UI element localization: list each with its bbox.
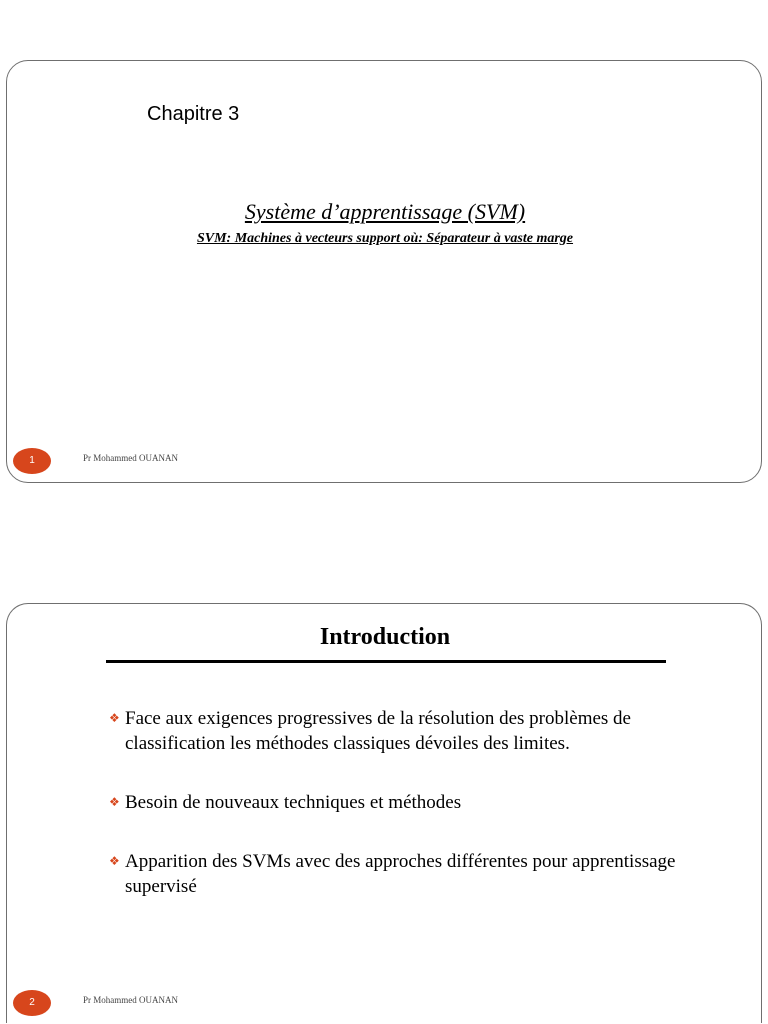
bullet-item: [109, 790, 689, 815]
bullet-text: Face aux exigences progressives de la résolution des problèmes de classification les méthodes classiques dévoiles des limites.: [125, 708, 631, 754]
bullet-item: [109, 849, 689, 899]
diamond-bullet-icon: ❖: [109, 795, 120, 809]
chapter-label: Chapitre 3: [147, 103, 240, 125]
heading-underline: [106, 660, 666, 663]
slide-1: [6, 60, 762, 483]
bullet-text: Apparition des SVMs avec des approches différentes pour apprentissage supervisé: [125, 851, 676, 897]
bullet-text: Besoin de nouveaux techniques et méthodes: [125, 792, 462, 813]
diamond-bullet-icon: ❖: [109, 711, 120, 725]
diamond-bullet-icon: ❖: [109, 854, 120, 868]
slide-2: [6, 603, 762, 1023]
slide-subtitle: SVM: Machines à vecteurs support où: Séparateur à vaste marge: [196, 231, 574, 246]
bullet-item: [109, 706, 689, 756]
page-number-badge: 1: [13, 448, 51, 474]
slide-heading: Introduction: [319, 624, 451, 650]
footer-author: Pr Mohammed OUANAN: [83, 453, 178, 463]
footer-author: Pr Mohammed OUANAN: [83, 995, 178, 1005]
page-number-badge: 2: [13, 990, 51, 1016]
slide-title: Système d’apprentissage (SVM): [244, 199, 526, 224]
